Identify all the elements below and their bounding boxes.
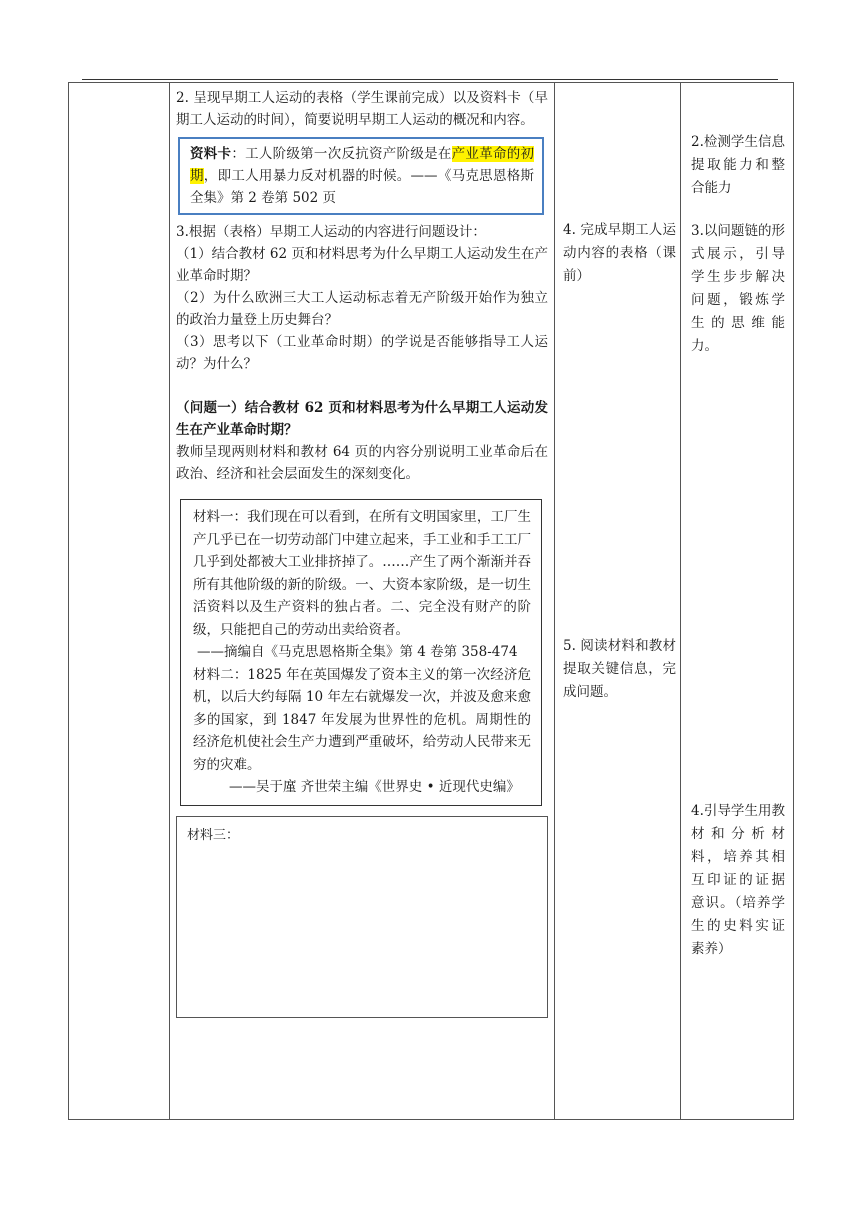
material-1-source: ——摘编自《马克思恩格斯全集》第 4 卷第 358-474 [197,644,518,660]
highlighted-phrase: 产业革命的初期 [190,146,535,184]
question-3: （3）思考以下（工业革命时期）的学说是否能够指导工人运动？为什么？ [176,334,548,372]
design-intent-cell [681,83,794,1120]
empty-stage-cell [69,83,170,1120]
info-card-label: 资料卡 [190,146,232,162]
teacher-activity-cell [170,83,555,1120]
intro-text: 2. 呈现早期工人运动的表格（学生课前完成）以及资料卡（早期工人运动的时间），简要说明早期工人运动的概况和内容。 [176,90,548,128]
intent-item-4: 4.引导学生用教材和分析材料，培养其相互印证的证据意识。（培养学生的史料实证素养） [691,803,785,957]
intent-item-3: 3.以问题链的形式展示，引导学生步步解决问题，锻炼学生的思维能力。 [691,223,785,354]
student-activity-cell [555,83,681,1120]
lesson-plan-table [68,82,794,1120]
info-card [178,137,544,215]
material-3-label: 材料三： [187,827,240,843]
student-item-5: 5. 阅读材料和教材提取关键信息，完成问题。 [563,638,676,700]
table-row [69,83,794,1120]
material-3-box [176,816,548,1018]
student-item-4: 4. 完成早期工人运动内容的表格（课前） [563,222,676,284]
info-card-text: 资料卡：工人阶级第一次反抗资产阶级是在产业革命的初期，即工人用暴力反对机器的时候。——《马克思恩格斯全集》第 2 卷第 502 页 [190,146,535,206]
question-1: （1）结合教材 62 页和材料思考为什么早期工人运动发生在产业革命时期？ [176,246,548,284]
question-2: （2）为什么欧洲三大工人运动标志着无产阶级开始作为独立的政治力量登上历史舞台？ [176,290,548,328]
question-design-text: 3.根据（表格）早期工人运动的内容进行问题设计： [176,224,486,240]
material-2: 材料二：1825 年在英国爆发了资本主义的第一次经济危机，以后大约每隔 10 年左右就爆发一次，并波及愈来愈多的国家，到 1847 年发展为世界性的危机。周期性的经济危机使社会生产力遭到严重破坏，给劳动人民带来无穷的灾难。 [193,666,531,773]
problem-1-description: 教师呈现两则材料和教材 64 页的内容分别说明工业革命后在政治、经济和社会层面发生的深刻变化。 [176,444,548,482]
header-rule [82,79,778,80]
material-1: 材料一：我们现在可以看到，在所有文明国家里，工厂生产几乎已在一切劳动部门中建立起来，手工业和手工工厂几乎到处都被大工业排挤掉了。……产生了两个渐渐并吞所有其他阶级的新的阶级。一、大资本家阶级，是一切生活资料以及生产资料的独占者。二、完全没有财产的阶级，只能把自己的劳动出卖给资者。 [193,509,531,638]
intent-item-2: 2.检测学生信息提取能力和整合能力 [691,134,785,196]
problem-1-title: （问题一）结合教材 62 页和材料思考为什么早期工人运动发生在产业革命时期？ [176,400,548,438]
material-2-source: ——吴于廑 齐世荣主编《世界史 • 近现代史编》 [229,779,520,795]
materials-box [180,499,542,806]
